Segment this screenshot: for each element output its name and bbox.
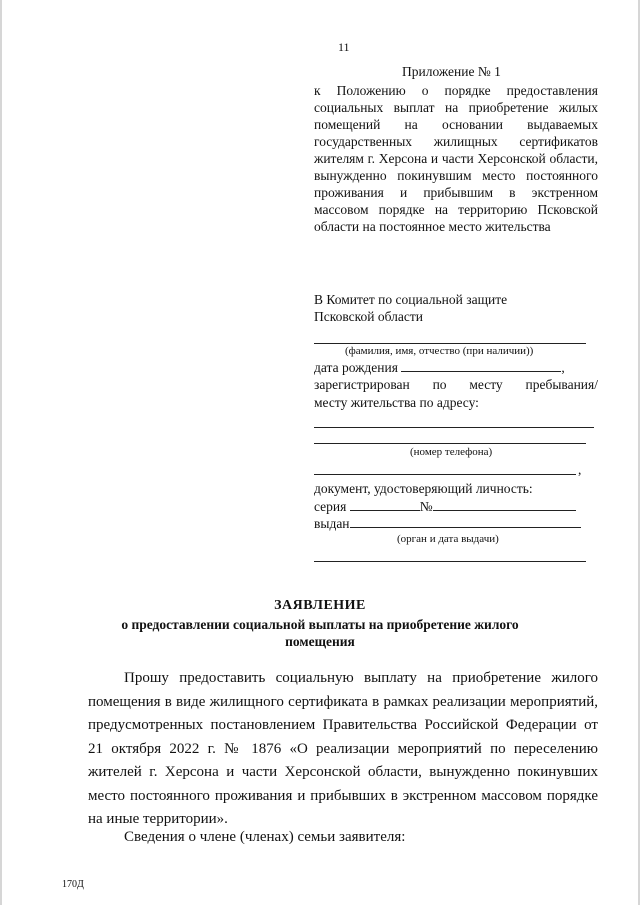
appendix-text: к Положению о порядке предоставления социальных выплат на приобретение жилых помещений на основании выдаваемых государственных жилищных сертификатов жителям г. Херсона и части Херсонской области, вынужденно покинувшим место постоянного проживания и прибывшим в экстренном массовом порядке на территорию Псковской области на постоянное место жительства — [314, 83, 598, 234]
family-heading: Сведения о члене (членах) семьи заявителя: — [124, 829, 406, 845]
appendix-title: Приложение № 1 — [402, 64, 501, 79]
series-field-line — [350, 498, 420, 511]
number-label: № — [419, 499, 433, 514]
issued-row — [314, 515, 581, 532]
series-label: серия — [314, 499, 347, 514]
fio-field-line — [314, 343, 586, 344]
committee-line-2: Псковской области — [314, 309, 424, 324]
phone-comma: , — [578, 462, 582, 477]
fio-caption: (фамилия, имя, отчество (при наличии)) — [345, 345, 534, 357]
document-label: документ, удостоверяющий личность: — [314, 481, 533, 496]
phone-caption: (номер телефона) — [410, 446, 493, 458]
series-row — [314, 498, 576, 515]
issued-field-line-2 — [314, 561, 586, 562]
birth-date-row — [314, 359, 565, 376]
issued-field-line — [350, 515, 581, 528]
birth-date-comma: , — [561, 360, 565, 375]
statement-title: ЗАЯВЛЕНИЕ — [274, 598, 366, 613]
issued-caption: (орган и дата выдачи) — [397, 533, 499, 545]
residence-label: месту жительства по адресу: — [314, 395, 479, 410]
birth-date-field-line — [401, 359, 561, 372]
address-field-line-1 — [314, 427, 594, 428]
addressee-block — [314, 291, 598, 325]
number-field-line — [433, 498, 576, 511]
committee-line-1: В Комитет по социальной защите — [314, 292, 508, 307]
footer-code: 170Д — [62, 879, 84, 890]
birth-date-label: дата рождения — [314, 360, 398, 375]
statement-body: Прошу предоставить социальную выплату на приобретение жилого помещения в виде жилищного сертификата в рамках реализации мероприятий, предусмотренных постановлением Правительства Российской Федерации от 21 октября 2022 г. № 1876 «О реализации мероприятий по переселению жителей г. Херсона и части Херсонской области, вынужденно покинувших место постоянного проживания и прибывших в экстренном массовом порядке на иные территории». — [88, 670, 598, 827]
registered-label: зарегистрирован по месту пребывания/ — [314, 377, 598, 392]
phone-field-line — [314, 474, 576, 475]
page-number: 11 — [338, 40, 350, 54]
address-field-line-2 — [314, 443, 586, 444]
statement-subtitle: о предоставлении социальной выплаты на приобретение жилого помещения — [121, 617, 519, 649]
issued-label: выдан — [314, 516, 350, 531]
scan-edge-left — [0, 0, 2, 905]
